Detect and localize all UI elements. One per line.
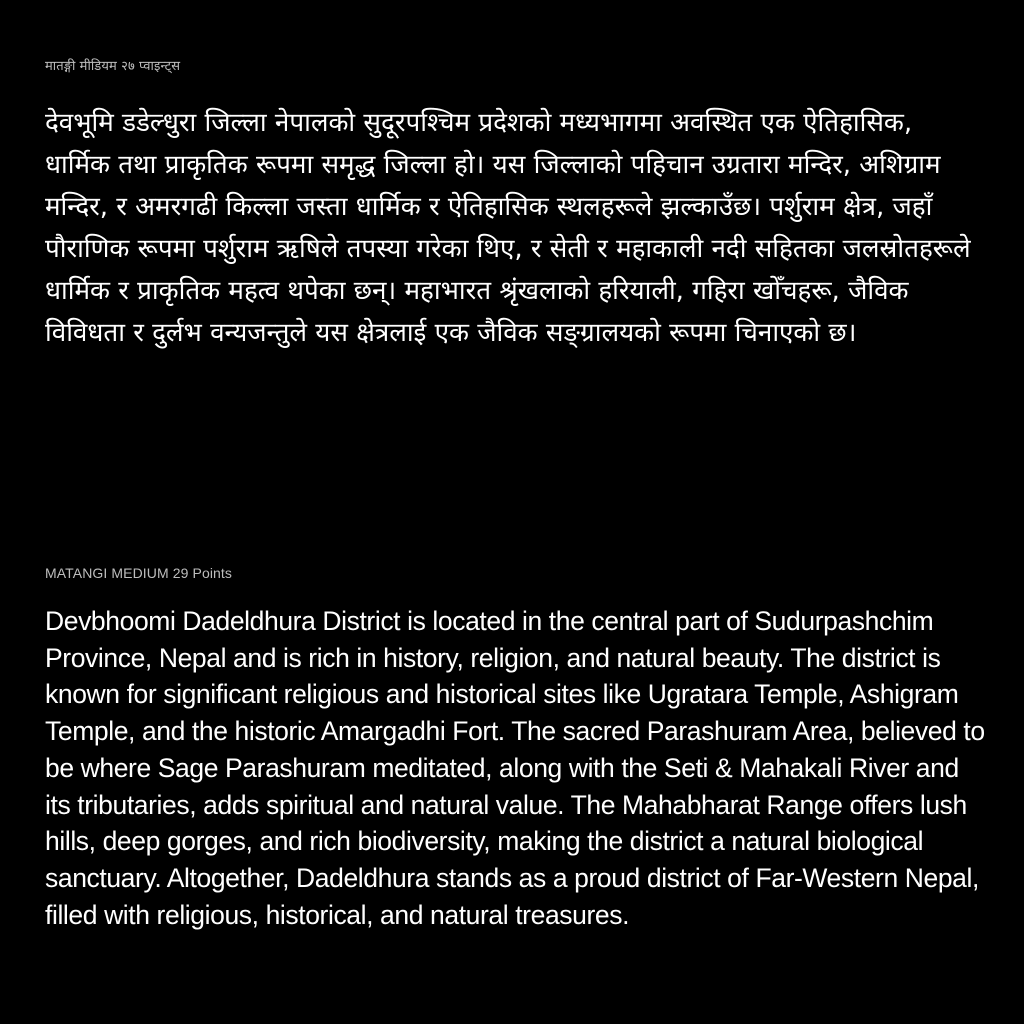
- nepali-specimen-section: [45, 56, 985, 354]
- english-specimen-caption: MATANGI MEDIUM 29 Points: [45, 565, 233, 581]
- english-specimen-paragraph: Devbhoomi Dadeldhura District is located in the central part of Sudurpashchim Province, Nepal and is rich in history, religion, and natural beauty. The district is known for significant religious and historical sites like Ugratara Temple, Ashigram Temple, and the historic Amargadhi Fort. The sacred Parashuram Area, believed to be where Sage Parashuram meditated, along with the Seti & Mahakali River and its tributaries, adds spiritual and natural value. The Mahabharat Range offers lush hills, deep gorges, and rich biodiversity, making the district a natural biological sanctuary. Altogether, Dadeldhura stands as a proud district of Far-Western Nepal, filled with religious, historical, and natural treasures.: [45, 606, 985, 930]
- nepali-specimen-caption: मातङ्गी मीडियम २७ प्वाइन्ट्स: [45, 59, 181, 74]
- nepali-specimen-paragraph: देवभूमि डडेल्धुरा जिल्ला नेपालको सुदूरपश्चिम प्रदेशको मध्यभागमा अवस्थित एक ऐतिहासिक, धार्मिक तथा प्राकृतिक रूपमा समृद्ध जिल्ला हो। यस जिल्लाको पहिचान उग्रतारा मन्दिर, अशिग्राम मन्दिर, र अमरगढी किल्ला जस्ता धार्मिक र ऐतिहासिक स्थलहरूले झल्काउँछ। पर्शुराम क्षेत्र, जहाँ पौराणिक रूपमा पर्शुराम ऋषिले तपस्या गरेका थिए, र सेती र महाकाली नदी सहितका जलस्रोतहरूले धार्मिक र प्राकृतिक महत्व थपेका छन्। महाभारत श्रृंखलाको हरियाली, गहिरा खोँचहरू, जैविक विविधता र दुर्लभ वन्यजन्तुले यस क्षेत्रलाई एक जैविक सङ्ग्रालयको रूपमा चिनाएको छ।: [45, 108, 971, 348]
- english-specimen-section: [45, 565, 985, 933]
